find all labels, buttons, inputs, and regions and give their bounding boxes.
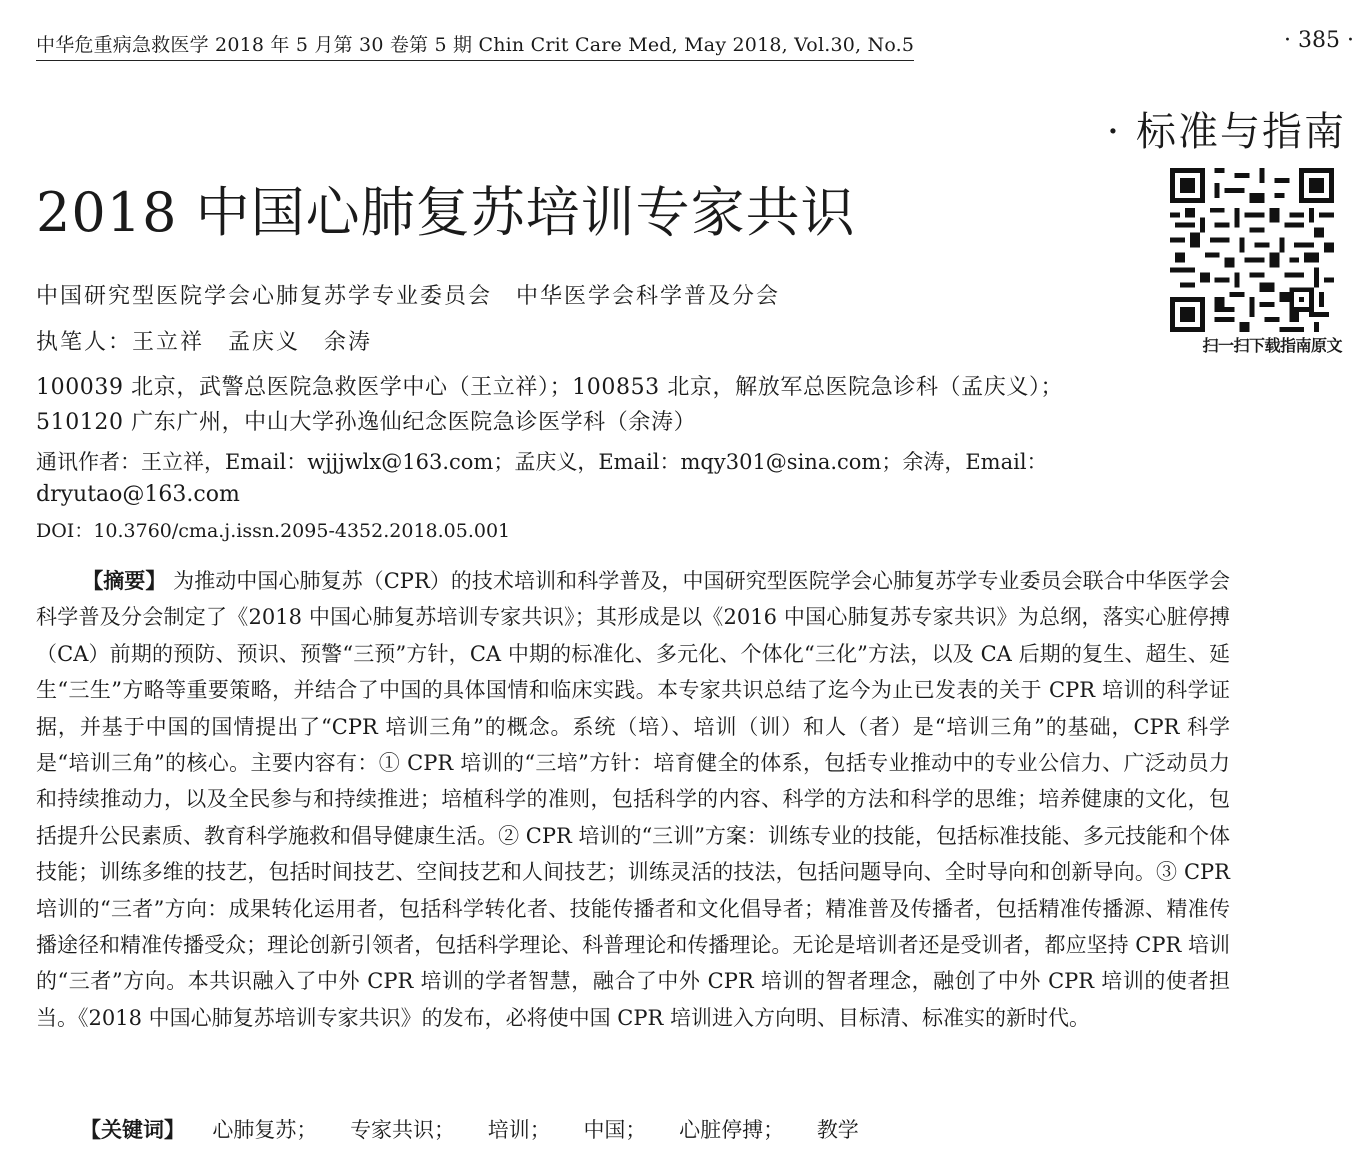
writers: 执笔人：王立祥 孟庆义 余涛 xyxy=(36,330,373,355)
corresponding-authors-line-1: 通讯作者：王立祥，Email：wjjjwlx@163.com；孟庆义，Email：mqy301@sina.com；余涛，Email： xyxy=(36,450,1048,474)
keyword: 教学 xyxy=(816,1118,859,1142)
qr-code-icon xyxy=(1170,168,1334,332)
organizations: 中国研究型医院学会心肺复苏学专业委员会 中华医学会科学普及分会 xyxy=(36,284,781,309)
affiliation-line-2: 510120 广东广州，中山大学孙逸仙纪念医院急诊医学科（余涛） xyxy=(36,410,697,435)
affiliation-line-1: 100039 北京，武警总医院急救医学中心（王立祥）；100853 北京，解放军总医院急诊科（孟庆义）； xyxy=(36,375,1064,400)
section-tag: · 标准与指南 xyxy=(1106,109,1346,155)
abstract-label: 【摘要】 xyxy=(82,569,167,593)
keywords-line xyxy=(80,1114,885,1144)
keywords-label: 【关键词】 xyxy=(80,1118,185,1142)
article-title: 2018 中国心肺复苏培训专家共识 xyxy=(36,181,856,244)
doi: DOI：10.3760/cma.j.issn.2095-4352.2018.05.001 xyxy=(36,520,511,542)
page-number: · 385 · xyxy=(1284,28,1354,53)
qr-caption: 扫一扫下载指南原文 xyxy=(1202,336,1342,355)
keyword: 培训； xyxy=(487,1118,551,1142)
running-head: 中华危重病急救医学 2018 年 5 月第 30 卷第 5 期 Chin Crit Care Med, May 2018, Vol.30, No.5 xyxy=(36,30,914,61)
abstract-text: 为推动中国心肺复苏（CPR）的技术培训和科学普及，中国研究型医院学会心肺复苏学专业委员会联合中华医学会科学普及分会制定了《2018 中国心肺复苏培训专家共识》；其形成是以《2016 中国心肺复苏专家共识》为总纲，落实心脏停搏（CA）前期的预防、预识、预警“三预”方针，CA 中期的标准化、多元化、个体化“三化”方法，以及 CA 后期的复生、超生、延生“三生”方略等重要策略，并结合了中国的具体国情和临床实践。本专家共识总结了迄今为止已发表的关于 CPR 培训的科学证据，并基于中国的国情提出了“CPR 培训三角”的概念。系统（培）、培训（训）和人（者）是“培训三角”的基础，CPR 科学是“培训三角”的核心。主要内容有：① CPR 培训的“三培”方针：培育健全的体系，包括专业推动中的专业公信力、广泛动员力和持续推动力，以及全民参与和持续推进；培植科学的准则，包括科学的内容、科学的方法和科学的思维；培养健康的文化，包括提升公民素质、教育科学施救和倡导健康生活。② CPR 培训的“三训”方案：训练专业的技能，包括标准技能、多元技能和个体技能；训练多维的技艺，包括时间技艺、空间技艺和人间技艺；训练灵活的技法，包括问题导向、全时导向和创新导向。③ CPR 培训的“三者”方向：成果转化运用者，包括科学转化者、技能传播者和文化倡导者；精准普及传播者，包括精准传播源、精准传播途径和精准传播受众；理论创新引领者，包括科学理论、科普理论和传播理论。无论是培训者还是受训者，都应坚持 CPR 培训的“三者”方向。本共识融入了中外 CPR 培训的学者智慧，融合了中外 CPR 培训的智者理念，融创了中外 CPR 培训的使者担当。《2018 中国心肺复苏培训专家共识》的发布，必将使中国 CPR 培训进入方向明、目标清、标准实的新时代。 xyxy=(36,569,1230,1030)
keyword: 心脏停搏； xyxy=(679,1118,785,1142)
keyword: 中国； xyxy=(583,1118,647,1142)
keyword: 心肺复苏； xyxy=(212,1118,318,1142)
corresponding-authors-line-2: dryutao@163.com xyxy=(36,482,240,507)
keyword: 专家共识； xyxy=(350,1118,456,1142)
abstract xyxy=(36,563,1230,1036)
